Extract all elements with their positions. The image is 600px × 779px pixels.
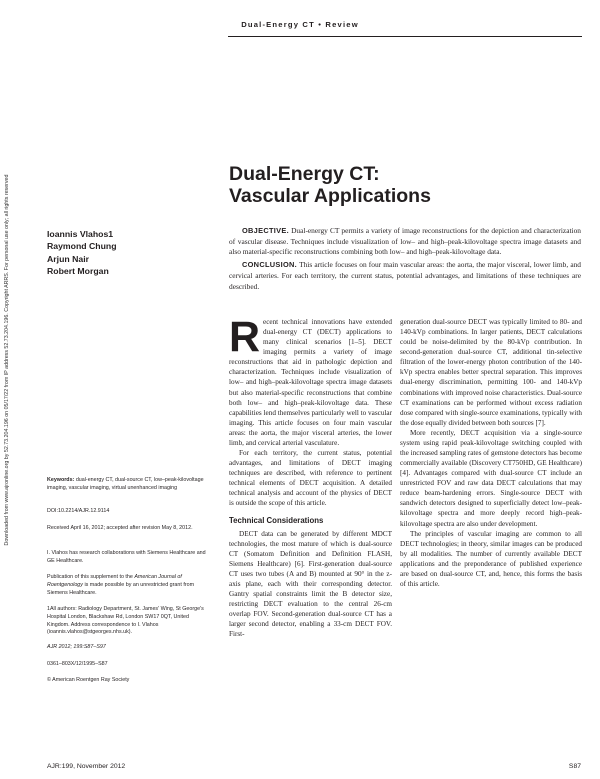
running-head: Dual-Energy CT • Review	[241, 20, 359, 29]
keywords-label: Keywords:	[47, 477, 75, 483]
publication-pre: Publication of this supplement to the	[47, 574, 135, 580]
conclusion-label: CONCLUSION.	[242, 260, 298, 270]
body-paragraph: The principles of vascular imaging are common to all DECT technologies; in theory, similar images can be produced by all modalities. The number of currently available DECT applications and the preponderance of published experience are based on dual-source CT, and, hence, this forms the basis of this article.	[400, 529, 582, 589]
download-watermark-text: Downloaded from www.ajronline.org by 52.73.204.196 on 05/17/22 from IP address 52.73.204.196. Copyright ARRS. For personal use only; all rights reserved	[4, 174, 10, 546]
conclusion-text: This article focuses on four main vascular areas: the aorta, the major visceral, lower limb, and cervical arteries. For each territory, the current status, potential advantages, and limitations of these techniques are described.	[229, 260, 581, 291]
footer-journal: AJR:199, November 2012	[47, 763, 126, 770]
citation: AJR 2012; 199:S87–S97	[47, 644, 106, 650]
body-paragraph: DECT data can be generated by different MDCT technologies, the most mature of which is dual-source CT (Somatom Definition and Definition FLASH, Siemens Healthcare) [6]. First-generation dual-source CT uses two tubes (A and B) mounted at 90° in the z-axis plane, each with their corresponding detector. Gantry spatial constraints limit the B detector size, restricting DECT evaluation to the central 26-cm overlap FOV. Second-generation dual-source CT has a larger second detector, enabling a 33-cm DECT FOV. First-	[229, 529, 392, 639]
author-name: Robert Morgan	[47, 266, 109, 277]
keywords-text: dual-energy CT, dual-source CT, low–peak-kilovoltage imaging, vascular imaging, virtual unenhanced imaging	[47, 477, 204, 491]
abstract-conclusion	[229, 260, 581, 292]
drop-cap: R	[229, 313, 261, 361]
title-line-1: Dual-Energy CT:	[229, 163, 380, 185]
publication-post: is made possible by an unrestricted grant from Siemens Healthcare.	[47, 581, 195, 596]
objective-label: OBJECTIVE.	[242, 226, 289, 235]
disclosure: I. Vlahos has research collaborations with Siemens Healthcare and GE Healthcare.	[47, 550, 206, 564]
article-title	[229, 163, 431, 207]
title-line-2: Vascular Applications	[229, 185, 431, 207]
body-column-1	[229, 313, 392, 639]
body-column-2	[400, 317, 582, 589]
author-name: Raymond Chung	[47, 241, 117, 252]
page-number: S87	[568, 763, 581, 770]
author-name: Ioannis Vlahos1	[47, 229, 114, 239]
keywords	[47, 477, 213, 493]
author-name: Arjun Nair	[47, 253, 89, 264]
body-paragraph: For each territory, the current status, potential advantages, and limitations of DECT imaging techniques are described, with reference to pertinent technical elements of DECT acquisition. A detailed technical analysis and account of the physics of DECT is outside the scope of this article.	[229, 449, 392, 508]
header-rule	[228, 36, 582, 37]
received-dates: Received April 16, 2012; accepted after revision May 8, 2012.	[47, 525, 193, 531]
abstract	[229, 226, 581, 294]
publication-note	[47, 574, 213, 597]
objective-text: Dual-energy CT permits a variety of image reconstructions for the depiction and characterization of vascular disease. Techniques include visualization of low– and high–peak-kilovoltage spectra image datasets and also material-specific reconstructions combining both low– and high–peak-kilovoltage data.	[229, 226, 581, 257]
body-paragraph: generation dual-source DECT was typically limited to 80- and 140-kVp combinations. In larger patients, DECT calculations could be noise-delimited by the 80-kVp contribution. In second-generation dual-source CT, additional tin-selective filtration of the lower-energy photon contribution of the 140-kVp spectra enables better spectral separation. This improves dual-energy discrimination, permitting 100- and 140-kVp combinations with improved noise characteristics. Dual-source CT examinations can be performed without excess radiation dose compared with single-source examinations, typically with the dose equally divided between both sources [7].	[400, 318, 582, 427]
abstract-objective	[229, 226, 581, 258]
affiliation: 1All authors: Radiology Department, St. James' Wing, St George's Hospital London, Blackshaw Rd, London SW17 0QT, United Kingdom. Address correspondence to I. Vlahos (ioannis.vlahos@stgeorges.nhs.uk).	[47, 606, 204, 636]
section-heading: Technical Considerations	[229, 516, 324, 526]
issn: 0361–803X/12/1995–S87	[47, 661, 108, 667]
intro-text: ecent technical innovations have extended dual-energy CT (DECT) applications to many clinical scenarios [1–5]. DECT imaging permits a variety of image reconstructions that aid in pathologic depiction and characterization. Techniques include visualization of low– and high–peak-kilovoltage spectra image datasets but also material-specific reconstructions that combine both low– and high–peak-kilovoltage data. These capabilities lend themselves particularly well to vascular imaging. This article focuses on four main vascular areas: the aorta, the major visceral arteries, the lower limb, and cervical arterial vasculature.	[229, 318, 392, 447]
journal-name: American Journal of Roentgenology	[47, 574, 182, 588]
author-list	[47, 228, 117, 278]
intro-paragraph	[229, 313, 392, 448]
body-paragraph: More recently, DECT acquisition via a single-source system using rapid peak-kilovoltage switching coupled with the increased sampling rates of gemstone detectors has become commercially available (Discovery CT750HD, GE Healthcare) [4]. Advantages compared with dual-source CT include an unrestricted FOV and raw data DECT calculations that may reduce beam-hardening errors. Single-source DECT with sandwich detectors designed to superficially detect low–peak-kilovoltage spectra and more deeply record high–peak-kilovoltage spectra are also under development.	[400, 428, 582, 528]
copyright: © American Roentgen Ray Society	[47, 677, 130, 683]
download-watermark	[2, 130, 12, 590]
doi: DOI:10.2214/AJR.12.9114	[47, 508, 110, 514]
